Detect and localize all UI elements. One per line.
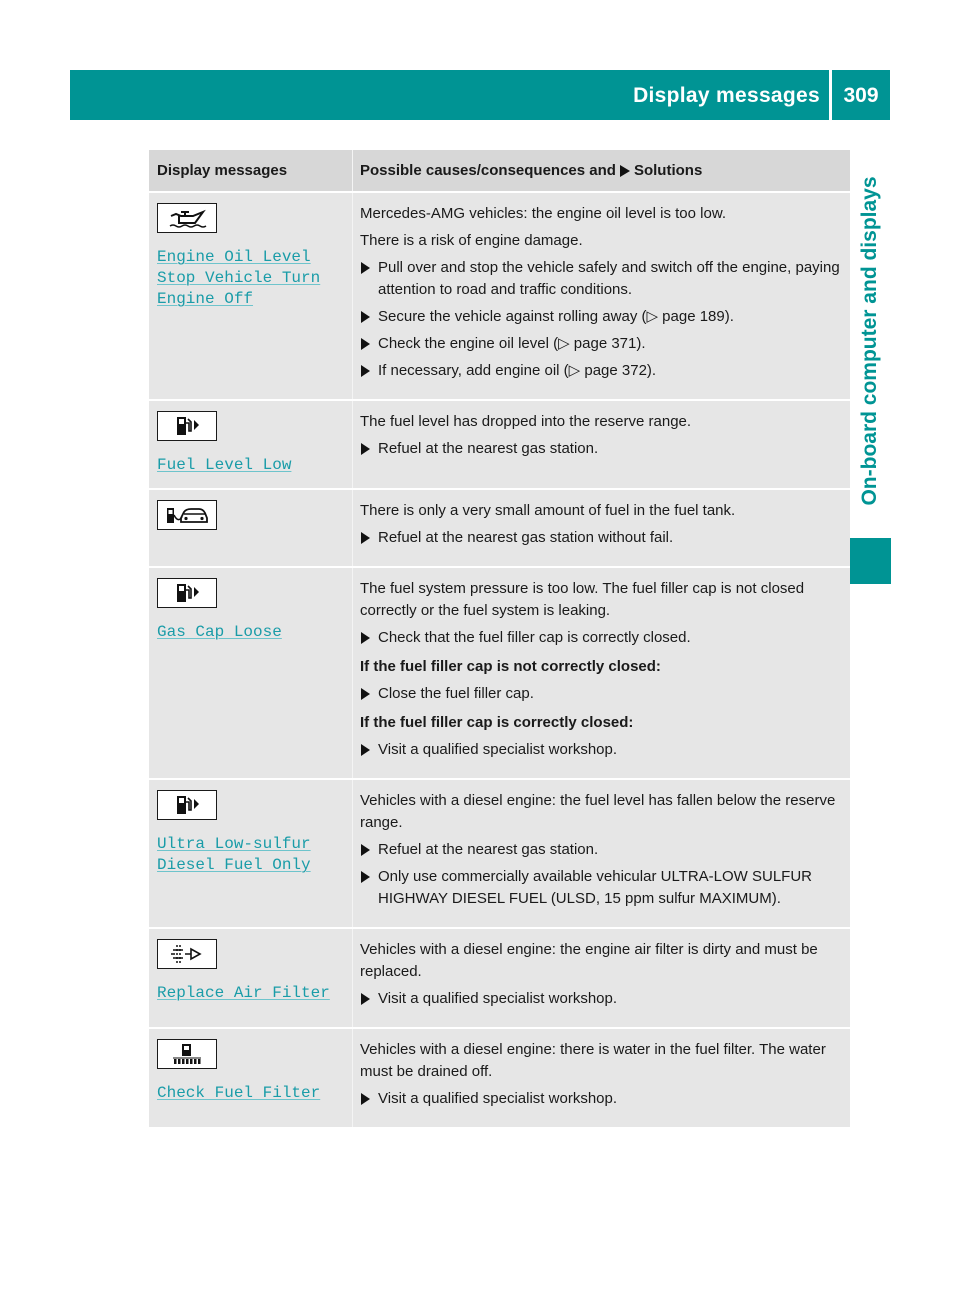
display-message-line: Check Fuel Filter [157,1084,321,1102]
col-header-solutions [353,150,851,192]
message-cell [149,567,353,779]
cause-text: The fuel system pressure is too low. The fuel filler cap is not closed correctly or the fuel system is leaking. [360,580,805,619]
fuel-filter-icon [157,1039,217,1069]
step-arrow-icon [361,532,370,544]
solution-cell [353,567,851,779]
display-message-line: Replace Air Filter [157,984,330,1002]
display-message-line: Gas Cap Loose [157,623,282,641]
page-number: 309 [843,84,879,107]
condition-heading: If the fuel filler cap is correctly closed: [360,714,634,731]
solution-step: Visit a qualified specialist workshop. [360,1088,850,1110]
chapter-marker [849,538,891,584]
solution-cell [353,489,851,567]
solution-step: Visit a qualified specialist workshop. [360,988,850,1010]
step-arrow-icon [361,993,370,1005]
table-row [149,1028,850,1128]
cause-text: Vehicles with a diesel engine: the fuel level has fallen below the reserve range. [360,792,836,831]
cause-text: Mercedes-AMG vehicles: the engine oil level is too low. [360,205,727,222]
table-row [149,192,850,400]
solution-cell [353,1028,851,1128]
engine-oil-icon [157,203,217,233]
solution-cell [353,192,851,400]
fuel-pump-icon [157,411,217,441]
message-cell [149,400,353,489]
cause-text: Vehicles with a diesel engine: there is water in the fuel filter. The water must be drained off. [360,1041,826,1080]
table-row [149,928,850,1028]
col-header-causes: Possible causes/consequences and [360,162,616,179]
chapter-label: On-board computer and displays [858,176,881,506]
air-filter-icon [157,939,217,969]
chapter-tab [849,150,891,532]
condition-heading: If the fuel filler cap is not correctly closed: [360,658,661,675]
solution-step: Refuel at the nearest gas station. [360,839,850,861]
display-message-line: Engine Off [157,290,254,308]
solution-step: Refuel at the nearest gas station. [360,438,850,460]
step-arrow-icon [361,688,370,700]
display-message-line: Ultra Low-sulfur [157,835,311,853]
message-cell [149,1028,353,1128]
solution-cell [353,779,851,928]
fuel-car-icon [157,500,217,530]
cause-text: The fuel level has dropped into the reserve range. [360,413,692,430]
table-row [149,489,850,567]
message-cell [149,489,353,567]
solution-step: Refuel at the nearest gas station without fail. [360,527,850,549]
col-header-solutions-label: Solutions [633,162,703,179]
display-messages-table [149,150,850,1129]
solution-step: Only use commercially available vehicular ULTRA-LOW SULFUR HIGHWAY DIESEL FUEL (ULSD, 15 ppm sulfur MAXIMUM). [360,866,850,910]
step-arrow-icon [361,443,370,455]
step-arrow-icon [361,632,370,644]
step-arrow-icon [361,365,370,377]
solution-step: Check the engine oil level (▷ page 371). [360,333,850,355]
message-cell [149,192,353,400]
step-arrow-icon [361,844,370,856]
step-arrow-icon [361,871,370,883]
cause-text: There is only a very small amount of fuel in the fuel tank. [360,502,736,519]
display-message-line: Engine Oil Level [157,248,311,266]
table-header-row [149,150,850,192]
solution-cell [353,928,851,1028]
fuel-pump-icon [157,578,217,608]
solution-step: Visit a qualified specialist workshop. [360,739,850,761]
solution-step: Secure the vehicle against rolling away (▷ page 189). [360,306,850,328]
table-row [149,567,850,779]
arrow-icon [620,165,630,177]
fuel-pump-icon [157,790,217,820]
solution-step: Pull over and stop the vehicle safely and switch off the engine, paying attention to road and traffic conditions. [360,257,850,301]
cause-text: Vehicles with a diesel engine: the engine air filter is dirty and must be replaced. [360,941,818,980]
message-cell [149,928,353,1028]
step-arrow-icon [361,744,370,756]
step-arrow-icon [361,311,370,323]
table-row [149,779,850,928]
table-row [149,400,850,489]
message-cell [149,779,353,928]
solution-cell [353,400,851,489]
display-message-line: Diesel Fuel Only [157,856,311,874]
step-arrow-icon [361,338,370,350]
step-arrow-icon [361,1093,370,1105]
step-arrow-icon [361,262,370,274]
display-message-line: Stop Vehicle Turn [157,269,321,287]
col-header-messages: Display messages [149,150,353,192]
display-message-line: Fuel Level Low [157,456,292,474]
solution-step: Check that the fuel filler cap is correctly closed. [360,627,850,649]
cause-text: There is a risk of engine damage. [360,232,583,249]
page-header [70,70,890,120]
solution-step: Close the fuel filler cap. [360,683,850,705]
solution-step: If necessary, add engine oil (▷ page 372). [360,360,850,382]
section-title: Display messages [633,84,820,107]
